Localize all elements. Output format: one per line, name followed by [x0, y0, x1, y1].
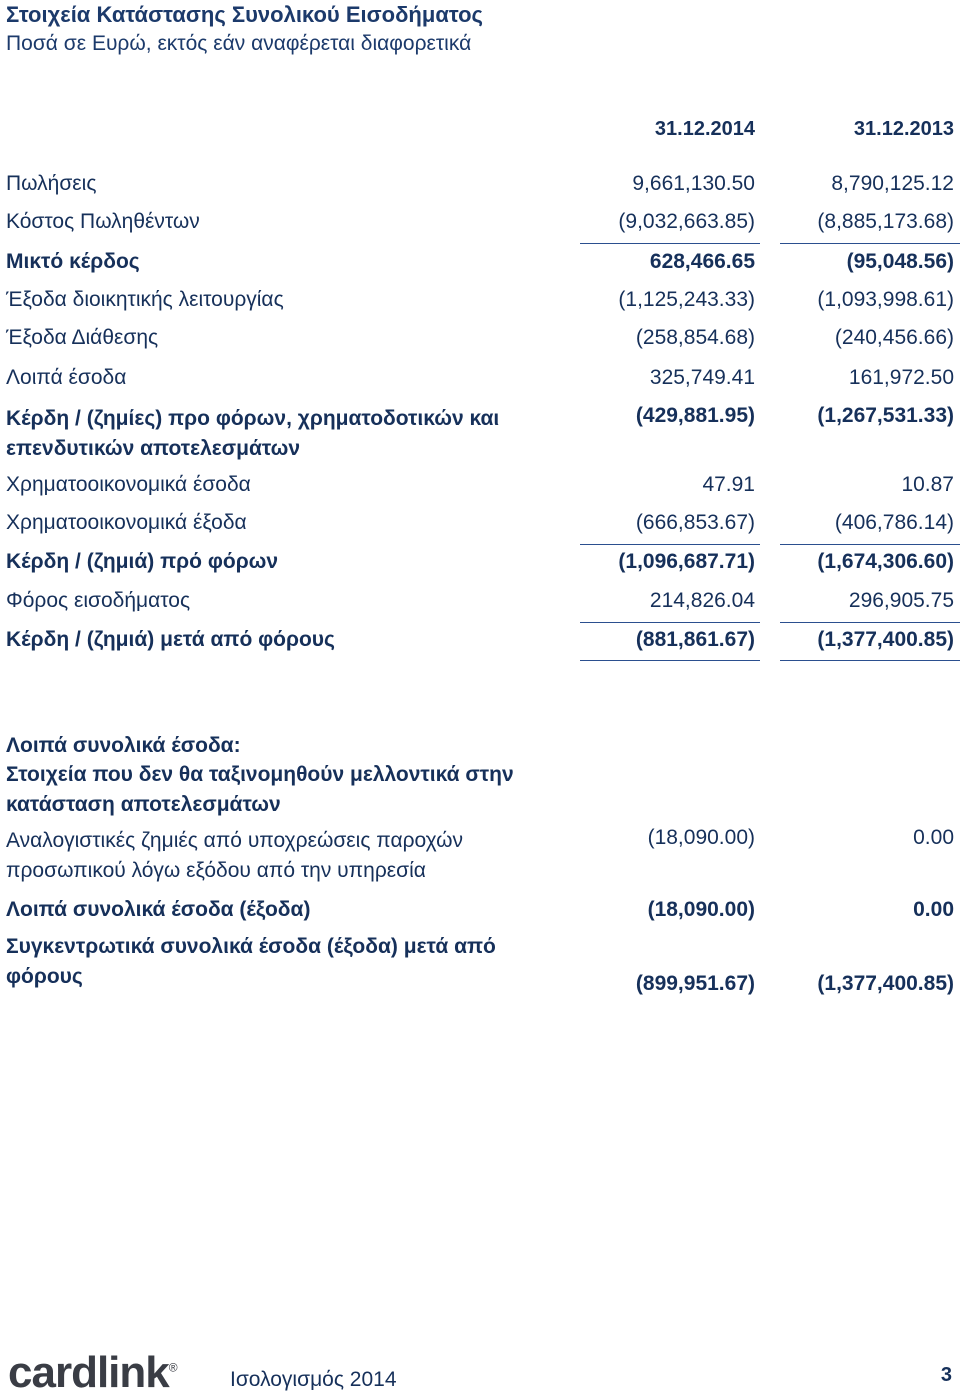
row-label: Πωλήσεις: [6, 172, 97, 195]
row-label: Έξοδα διοικητικής λειτουργίας: [6, 288, 284, 311]
value-2014: (1,096,687.71): [618, 550, 755, 573]
row-label-line1: Κέρδη / (ζημίες) προ φόρων, χρηματοδοτικών και: [6, 407, 500, 430]
value-2013: 0.00: [913, 826, 954, 849]
row-label: [6, 826, 526, 886]
value-2013: (1,674,306.60): [817, 550, 954, 573]
oci-subheading-label: [6, 760, 526, 820]
value-2014: 9,661,130.50: [632, 172, 755, 195]
row-label-line2: φόρους: [6, 965, 83, 988]
value-2014: (899,951.67): [635, 972, 755, 995]
underline-2014: [580, 622, 760, 623]
row-label-line1: Αναλογιστικές ζημιές από υποχρεώσεις παροχών: [6, 829, 464, 852]
row-label: Λοιπά συνολικά έσοδα (έξοδα): [6, 898, 311, 921]
row-label: Χρηματοοικονομικά έσοδα: [6, 473, 251, 496]
underline-2013: [780, 622, 960, 623]
logo-text: cardlink: [8, 1348, 169, 1397]
underline-2014: [580, 660, 760, 661]
value-2014: 628,466.65: [649, 250, 755, 273]
row-label: Έξοδα Διάθεσης: [6, 326, 159, 349]
row-label: Μικτό κέρδος: [6, 250, 140, 273]
value-2014: (18,090.00): [647, 826, 755, 849]
value-2013: 296,905.75: [848, 589, 954, 612]
value-2013: (8,885,173.68): [817, 210, 954, 233]
value-2013: (406,786.14): [834, 511, 954, 534]
value-2013: (95,048.56): [846, 250, 954, 273]
value-2014: (429,881.95): [635, 404, 755, 427]
value-2013: (1,267,531.33): [817, 404, 954, 427]
value-2013: 10.87: [901, 473, 954, 496]
underline-2014: [580, 544, 760, 545]
value-2014: (666,853.67): [635, 511, 755, 534]
row-label: Κέρδη / (ζημιά) μετά από φόρους: [6, 628, 335, 651]
value-2013: (240,456.66): [834, 326, 954, 349]
value-2014: (1,125,243.33): [618, 288, 755, 311]
value-2014: (9,032,663.85): [618, 210, 755, 233]
value-2014: 214,826.04: [649, 589, 755, 612]
cardlink-logo: [8, 1348, 177, 1398]
value-2014: (881,861.67): [635, 628, 755, 651]
underline-2014: [580, 243, 760, 244]
page-title: Στοιχεία Κατάστασης Συνολικού Εισοδήματος: [6, 2, 483, 27]
row-label: [6, 932, 526, 992]
page-subtitle: Ποσά σε Ευρώ, εκτός εάν αναφέρεται διαφορετικά: [6, 32, 472, 55]
row-label: Φόρος εισοδήματος: [6, 589, 191, 612]
row-label-line2: προσωπικού λόγω εξόδου από την υπηρεσία: [6, 859, 426, 882]
row-label-line1: Συγκεντρωτικά συνολικά έσοδα (έξοδα) μετά από: [6, 935, 496, 958]
value-2014: (258,854.68): [635, 326, 755, 349]
value-2013: (1,377,400.85): [817, 972, 954, 995]
underline-2013: [780, 544, 960, 545]
underline-2013: [780, 660, 960, 661]
value-2014: 47.91: [702, 473, 755, 496]
registered-mark: ®: [168, 1360, 177, 1375]
row-label: [6, 404, 526, 464]
column-header-2013: 31.12.2013: [853, 118, 954, 140]
oci-heading-label: Λοιπά συνολικά έσοδα:: [6, 734, 241, 757]
row-label-line2: επενδυτικών αποτελεσμάτων: [6, 437, 301, 460]
value-2014: 325,749.41: [649, 366, 755, 389]
oci-subheading-line1: Στοιχεία που δεν θα ταξινομηθούν μελλοντικά στην: [6, 763, 514, 786]
row-label: Κόστος Πωληθέντων: [6, 210, 200, 233]
row-label: Χρηματοοικονομικά έξοδα: [6, 511, 247, 534]
value-2013: 161,972.50: [848, 366, 954, 389]
value-2014: (18,090.00): [647, 898, 755, 921]
footer-title: Ισολογισμός 2014: [230, 1368, 397, 1391]
row-label: Κέρδη / (ζημιά) πρό φόρων: [6, 550, 279, 573]
underline-2013: [780, 243, 960, 244]
column-header-2014: 31.12.2014: [654, 118, 755, 140]
value-2013: 0.00: [913, 898, 954, 921]
oci-subheading-line2: κατάσταση αποτελεσμάτων: [6, 793, 281, 816]
value-2013: (1,093,998.61): [817, 288, 954, 311]
page-number: 3: [940, 1364, 952, 1386]
row-label: Λοιπά έσοδα: [6, 366, 127, 389]
value-2013: (1,377,400.85): [817, 628, 954, 651]
value-2013: 8,790,125.12: [831, 172, 954, 195]
